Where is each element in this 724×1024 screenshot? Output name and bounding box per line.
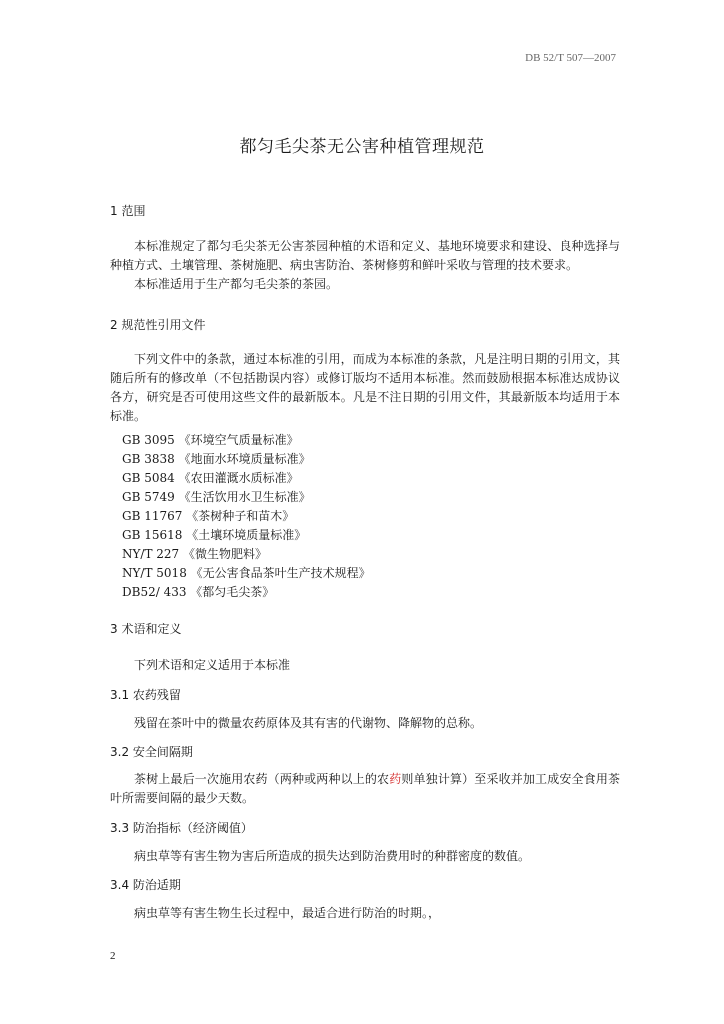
reference-item: GB 15618 《土壤环境质量标准》 (122, 528, 307, 542)
section-3-4-paragraph: 病虫草等有害生物生长过程中，最适合进行防治的时期。， (134, 906, 441, 920)
paragraph-text: 则单独计算）至采收并加工成安全食用茶叶所需要间隔的最少天数。 (110, 772, 620, 805)
section-1-heading: 1 范围 (110, 204, 146, 218)
page-number: 2 (110, 950, 116, 962)
section-1-paragraph-1: 本标准规定了都匀毛尖茶无公害茶园种植的术语和定义、基地环境要求和建设、良种选择与种植方式、土壤管理、茶树施肥、病虫害防治、茶树修剪和鲜叶采收与管理的技术要求。 (110, 239, 620, 272)
section-3-1-heading: 3.1 农药残留 (110, 688, 181, 702)
document-title: 都匀毛尖茶无公害种植管理规范 (239, 137, 485, 157)
section-3-3-paragraph: 病虫草等有害生物为害后所造成的损失达到防治费用时的种群密度的数值。 (134, 849, 531, 863)
reference-item: GB 3838 《地面水环境质量标准》 (122, 452, 311, 466)
section-1-paragraph-2: 本标准适用于生产都匀毛尖茶的茶园。 (134, 277, 339, 291)
reference-item: GB 3095 《环境空气质量标准》 (122, 433, 299, 447)
highlighted-character: 药 (389, 772, 402, 786)
section-3-4-heading: 3.4 防治适期 (110, 878, 181, 892)
reference-item: DB52/ 433 《都匀毛尖茶》 (122, 585, 275, 599)
reference-item: NY/T 5018 《无公害食品茶叶生产技术规程》 (122, 566, 371, 580)
document-code: DB 52/T 507—2007 (525, 52, 616, 64)
section-3-3-heading: 3.3 防治指标（经济阈值） (110, 821, 253, 835)
section-3-2-heading: 3.2 安全间隔期 (110, 745, 193, 759)
section-2-paragraph: 下列文件中的条款，通过本标准的引用，而成为本标准的条款，凡是注明日期的引用文，其随后所有的修改单（不包括勘误内容）或修订版均不适用本标准。然而鼓励根据本标准达成协议各方，研究是否可使用这些文件的最新版本。凡是不注日期的引用文件，其最新版本均适用于本标准。 (110, 352, 620, 423)
reference-item: GB 11767 《茶树种子和苗木》 (122, 509, 295, 523)
section-3-2-paragraph (110, 770, 620, 808)
reference-item: GB 5084 《农田灌溉水质标准》 (122, 471, 299, 485)
reference-item: GB 5749 《生活饮用水卫生标准》 (122, 490, 311, 504)
paragraph-text: 茶树上最后一次施用农药（两种或两种以上的农 (134, 772, 390, 786)
section-3-intro: 下列术语和定义适用于本标准 (134, 658, 291, 672)
section-3-heading: 3 术语和定义 (110, 622, 182, 636)
reference-item: NY/T 227 《微生物肥料》 (122, 547, 268, 561)
section-2-heading: 2 规范性引用文件 (110, 318, 206, 332)
section-3-1-paragraph: 残留在茶叶中的微量农药原体及其有害的代谢物、降解物的总称。 (134, 716, 483, 730)
